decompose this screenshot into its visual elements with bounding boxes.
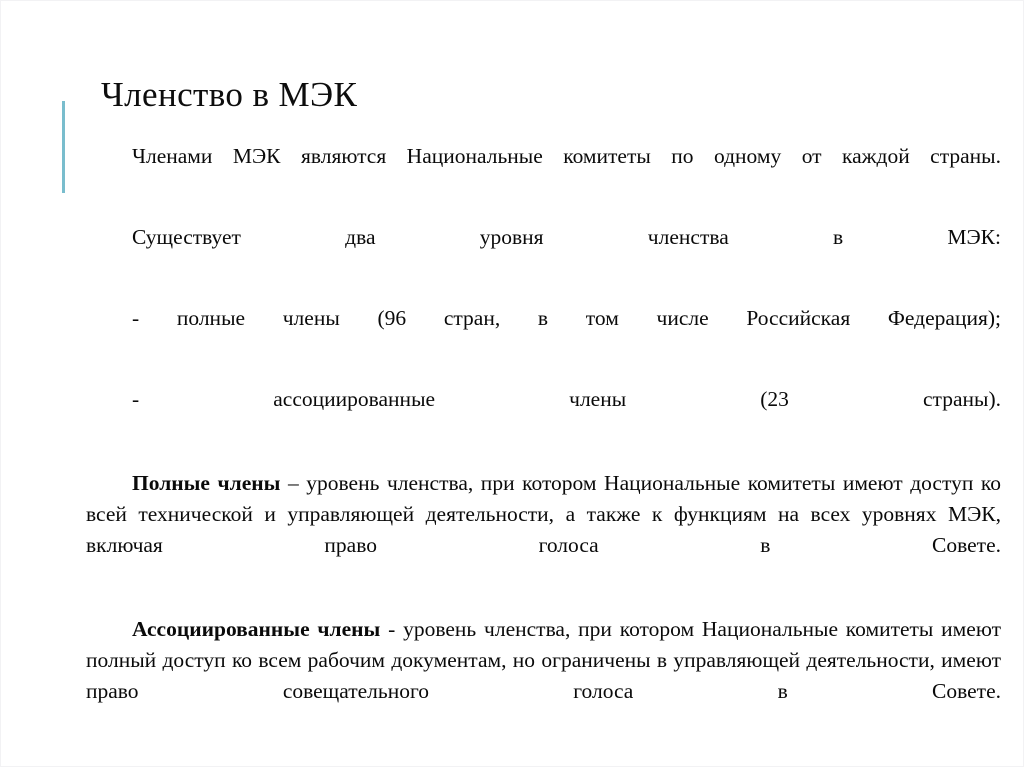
paragraph-full-members <box>86 468 1001 592</box>
full-members-lead-in: Полные члены <box>132 471 281 495</box>
page-title: Членство в МЭК <box>101 75 358 114</box>
spacer <box>86 446 1001 468</box>
spacer <box>86 365 1001 384</box>
list-item-full-members: - полные члены (96 стран, в том числе Российская Федерация); <box>132 306 1001 330</box>
paragraph-members-definition: Членами МЭК являются Национальные комитеты по одному от каждой страны. <box>132 144 1001 168</box>
spacer <box>86 203 1001 222</box>
title-accent-bar <box>62 101 65 193</box>
slide-body <box>86 141 1001 738</box>
associate-members-lead-in: Ассоциированные члены <box>132 617 381 641</box>
spacer <box>86 284 1001 303</box>
full-members-body: – уровень членства, при котором Национальные комитеты имеют доступ ко всей технической и управляющей деятельности, а также к функциям на всех уровнях МЭК, включая право голоса в Совете. <box>86 471 1001 557</box>
list-item-associate-members: - ассоциированные члены (23 страны). <box>132 387 1001 411</box>
paragraph-associate-members <box>86 614 1001 738</box>
spacer <box>86 592 1001 614</box>
paragraph-two-levels: Существует два уровня членства в МЭК: <box>132 225 1001 249</box>
associate-members-body: - уровень членства, при котором Национальные комитеты имеют полный доступ ко всем рабочим документам, но ограничены в управляющей деятельности, имеют право совещательного голоса в Совете. <box>86 617 1002 703</box>
